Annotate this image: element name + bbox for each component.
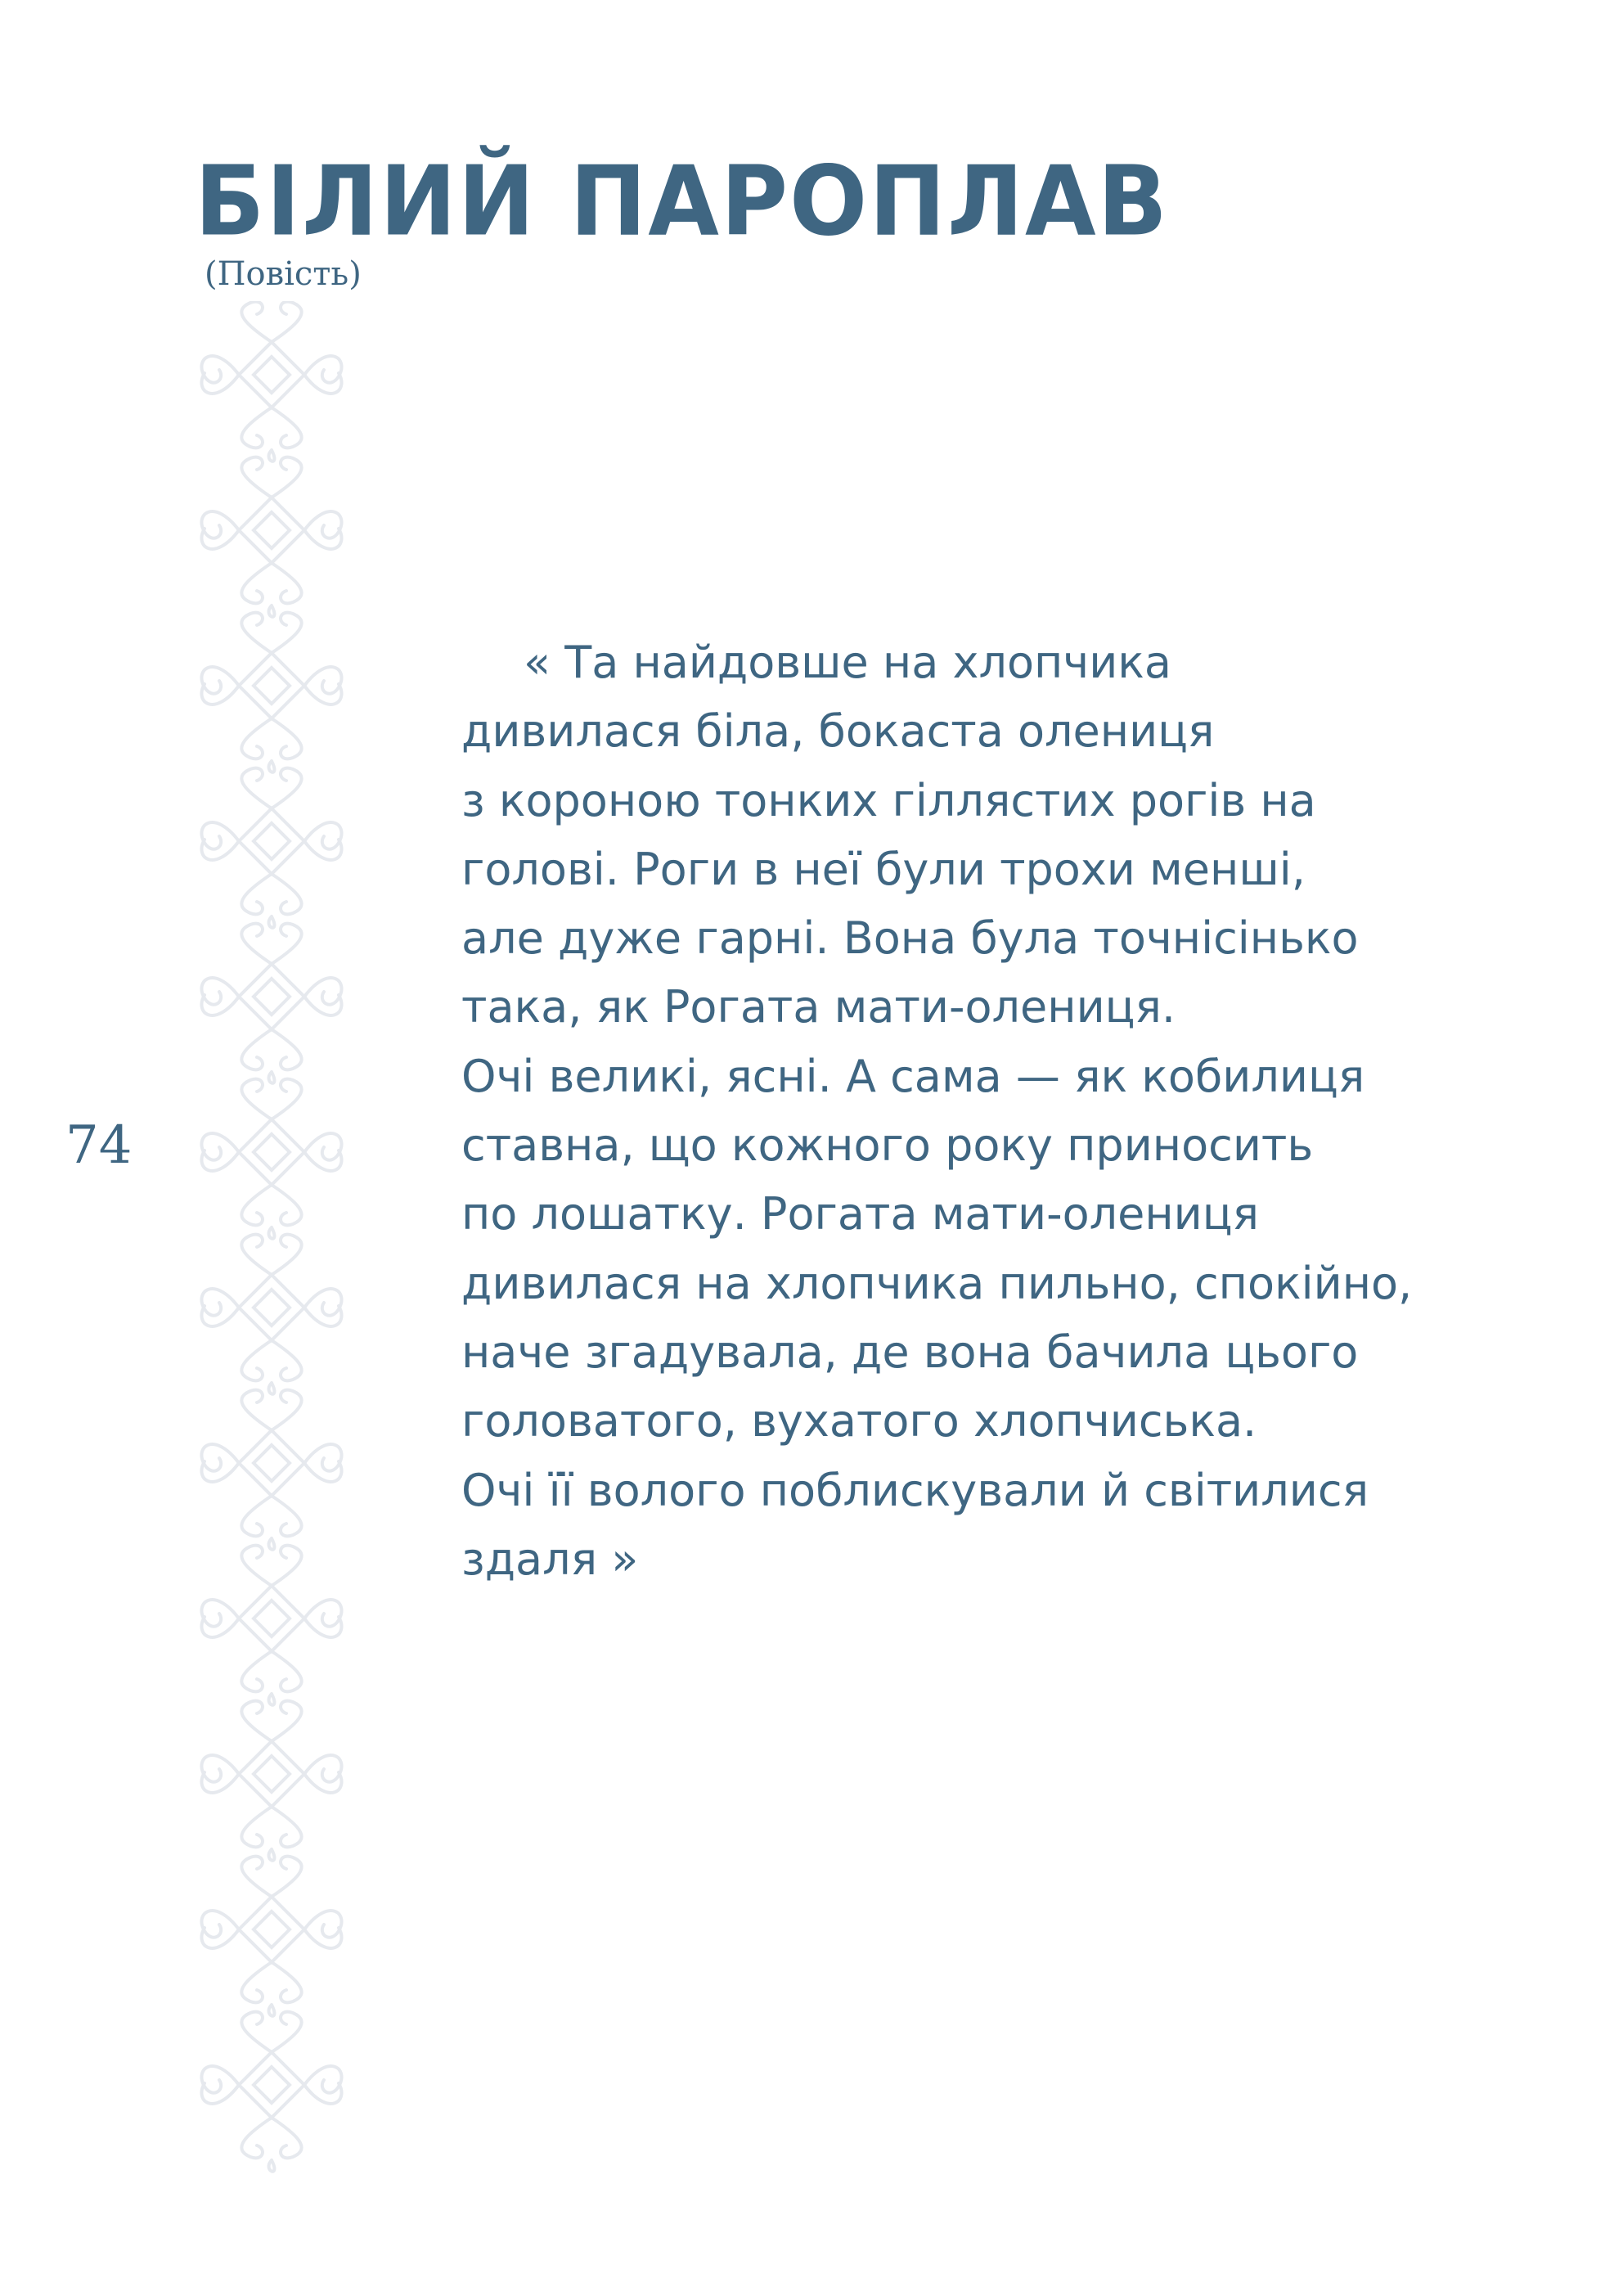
book-subtitle: (Повість) — [205, 255, 362, 293]
kazakh-ornament-icon — [201, 1857, 341, 2016]
kazakh-ornament-icon — [201, 1235, 341, 1394]
quote-line: дивилася біла, бокаста олениця — [461, 705, 1215, 758]
quote-line: але дуже гарні. Вона була точнісінько — [461, 912, 1359, 965]
quote-line: Очі великі, ясні. А сама — як кобилиця — [461, 1050, 1365, 1102]
quote-line: головатого, вухатого хлопчиська. — [461, 1395, 1257, 1447]
kazakh-ornament-icon — [201, 457, 341, 617]
quote-line: по лошатку. Рогата мати-олениця — [461, 1188, 1259, 1240]
quote-block — [461, 628, 1413, 1594]
kazakh-ornament-icon — [201, 613, 341, 772]
quote-line: така, як Рогата мати-олениця. — [461, 981, 1176, 1033]
ornament-column — [190, 301, 353, 2183]
quote-line: наче згадувала, де вона бачила цього — [461, 1326, 1359, 1378]
quote-line: « Та найдовше на хлопчика — [524, 637, 1172, 688]
kazakh-ornament-icon — [201, 1079, 341, 1239]
kazakh-ornament-icon — [201, 924, 341, 1083]
book-title: БІЛИЙ ПАРОПЛАВ — [195, 146, 1170, 259]
kazakh-ornament-icon — [201, 1390, 341, 1550]
kazakh-ornament-icon — [201, 768, 341, 928]
page-number: 74 — [65, 1115, 133, 1176]
quote-line: ставна, що кожного року приносить — [461, 1119, 1314, 1172]
quote-line: голові. Роги в неї були трохи менші, — [461, 843, 1306, 895]
kazakh-ornament-icon — [201, 302, 341, 461]
kazakh-ornament-icon — [201, 2012, 341, 2172]
quote-line: здаля » — [461, 1533, 639, 1585]
kazakh-ornament-icon — [201, 1701, 341, 1861]
quote-line: з короною тонких гіллястих рогів на — [461, 774, 1316, 826]
quote-line: дивилася на хлопчика пильно, спокійно, — [461, 1257, 1413, 1309]
kazakh-ornament-icon — [201, 1546, 341, 1705]
quote-line: Очі її волого поблискували й світилися — [461, 1464, 1369, 1516]
